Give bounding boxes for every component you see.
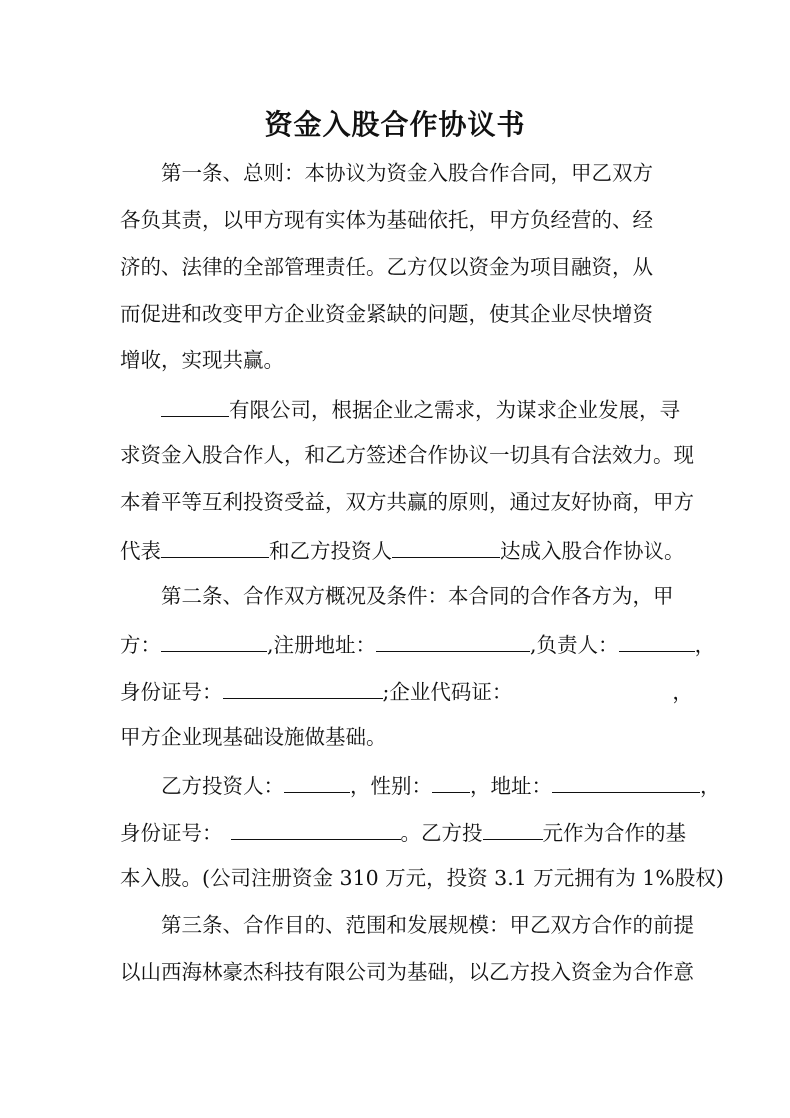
party-b-line-3: 本入股。(公司注册资金 310 万元，投资 3.1 万元拥有为 1%股权) bbox=[120, 866, 724, 890]
party-b-investor-blank[interactable] bbox=[392, 535, 500, 558]
article-1-line-1: 第一条、总则：本协议为资金入股合作合同，甲乙双方 bbox=[161, 161, 653, 185]
paragraph-2-line-4: 代表 和乙方投资人 达成入股合作协议。 bbox=[120, 535, 672, 565]
party-b-investor-name-blank[interactable] bbox=[284, 770, 350, 793]
article-2-line-3: 身份证号： ;企业代码证： ， bbox=[120, 676, 672, 706]
article-2-line-1: 第二条、合作双方概况及条件：本合同的合作各方为，甲 bbox=[161, 584, 674, 608]
company-name-blank[interactable] bbox=[161, 394, 229, 417]
gender-blank[interactable] bbox=[432, 770, 470, 793]
article-1-line-5: 增收，实现共赢。 bbox=[120, 348, 284, 372]
party-a-name-blank[interactable] bbox=[161, 629, 267, 652]
paragraph-2-line-1: 有限公司，根据企业之需求，为谋求企业发展，寻 bbox=[161, 394, 672, 424]
article-2-line-2: 方： ,注册地址： ,负责人： ， bbox=[120, 629, 672, 659]
party-b-id-number-blank[interactable] bbox=[231, 817, 401, 840]
investment-amount-blank[interactable] bbox=[483, 817, 543, 840]
article-1-line-3: 济的、法律的全部管理责任。乙方仅以资金为项目融资，从 bbox=[120, 255, 653, 279]
document-title: 资金入股合作协议书 bbox=[264, 108, 526, 141]
responsible-person-blank[interactable] bbox=[619, 629, 695, 652]
article-3-line-1: 第三条、合作目的、范围和发展规模：甲乙双方合作的前提 bbox=[161, 913, 694, 937]
article-2-line-4: 甲方企业现基础设施做基础。 bbox=[120, 725, 387, 749]
registered-address-blank[interactable] bbox=[376, 629, 530, 652]
paragraph-2-line-3: 本着平等互利投资受益，双方共赢的原则，通过友好协商，甲方 bbox=[120, 490, 694, 514]
article-1-line-4: 而促进和改变甲方企业资金紧缺的问题，使其企业尽快增资 bbox=[120, 302, 653, 326]
party-b-line-1: 乙方投资人： ，性别： ，地址： ， bbox=[161, 770, 672, 800]
party-a-representative-blank[interactable] bbox=[161, 535, 269, 558]
address-blank[interactable] bbox=[552, 770, 700, 793]
party-a-id-number-blank[interactable] bbox=[223, 676, 383, 699]
article-3-line-2: 以山西海林豪杰科技有限公司为基础，以乙方投入资金为合作意 bbox=[120, 960, 694, 984]
party-b-line-2: 身份证号： 。乙方投 元作为合作的基 bbox=[120, 817, 672, 847]
paragraph-2-line-2: 求资金入股合作人，和乙方签述合作协议一切具有合法效力。现 bbox=[120, 443, 694, 467]
article-1-line-2: 各负其责，以甲方现有实体为基础依托，甲方负经营的、经 bbox=[120, 208, 653, 232]
